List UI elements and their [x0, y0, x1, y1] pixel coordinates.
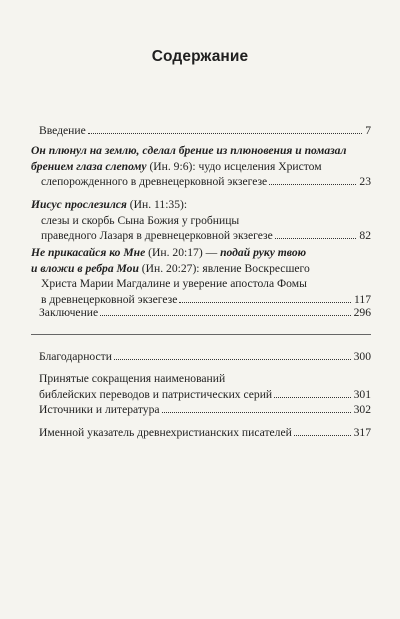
section-divider [31, 334, 371, 335]
toc-entry-title-italic: Он плюнул на землю, сделал брение из плюновения и помазал [31, 144, 347, 157]
toc-entry-title: Христа Марии Магдалине и уверение апостола Фомы [41, 277, 307, 290]
toc-entry-title: Заключение [39, 306, 99, 319]
toc-page-number: 117 [354, 292, 371, 306]
toc-page-number: 301 [353, 387, 371, 401]
toc-entry-title: (Ин. 20:17) — [145, 246, 221, 259]
toc-page-number: 23 [359, 175, 371, 188]
toc-page-number: 302 [353, 403, 371, 416]
dot-leader [275, 238, 357, 239]
dot-leader [294, 435, 351, 436]
toc-entry-title-italic: брением глаза слепому [31, 159, 147, 173]
toc-page-number: 296 [353, 306, 371, 319]
toc-entry-title: (Ин. 9:6): чудо исцеления Христом [146, 159, 322, 173]
toc-entry-introduction[interactable] [31, 123, 371, 139]
toc-page-number: 7 [365, 124, 371, 137]
dot-leader [179, 302, 351, 303]
dot-leader [162, 412, 351, 413]
toc-entry-title-italic: Иисус прослезился [31, 198, 127, 211]
toc-entry-title: праведного Лазаря в древнецерковной экзегезе [41, 229, 273, 242]
toc-page-number: 300 [353, 350, 371, 363]
toc-entry-blind-healing[interactable] [31, 143, 371, 190]
toc-entry-title-italic: и вложи в ребра Мои [31, 261, 139, 275]
dot-leader [274, 397, 351, 398]
toc-entry-title: Именной указатель древнехристианских писателей [39, 426, 292, 439]
dot-leader [100, 315, 350, 316]
toc-entry-name-index[interactable] [31, 425, 371, 441]
toc-entry-abbreviations[interactable] [31, 371, 371, 402]
toc-entry-title-italic: Не прикасайся ко Мне [31, 246, 146, 259]
toc-entry-sources[interactable] [31, 402, 371, 418]
toc-entry-acknowledgments[interactable] [31, 349, 371, 365]
toc-page-number: 317 [353, 426, 371, 439]
toc-entry-title: Благодарности [39, 350, 112, 363]
toc-entry-conclusion[interactable] [31, 305, 371, 321]
toc-entry-title: (Ин. 20:27): явление Воскресшего [138, 261, 310, 275]
toc-entry-title: Принятые сокращения наименований [39, 372, 226, 385]
toc-entry-title: Источники и литература [39, 403, 160, 416]
toc-entry-title: слепорожденного в древнецерковной экзегезе [41, 175, 268, 188]
toc-entry-title: Введение [39, 124, 86, 137]
toc-entry-title: (Ин. 11:35): [126, 198, 188, 211]
page-title: Содержание [151, 48, 249, 65]
toc-entry-noli-me-tangere[interactable] [31, 245, 371, 307]
toc-entry-jesus-wept[interactable] [31, 197, 371, 244]
dot-leader [114, 359, 351, 360]
toc-entry-title: слезы и скорбь Сына Божия у гробницы [41, 213, 240, 227]
dot-leader [269, 184, 356, 185]
toc-entry-title: библейских переводов и патристических серий [39, 387, 273, 401]
toc-entry-title-italic: подай руку твою [220, 246, 307, 259]
toc-entry-title: в древнецерковной экзегезе [41, 292, 178, 306]
toc-page-number: 82 [359, 229, 371, 242]
dot-leader [88, 133, 362, 134]
